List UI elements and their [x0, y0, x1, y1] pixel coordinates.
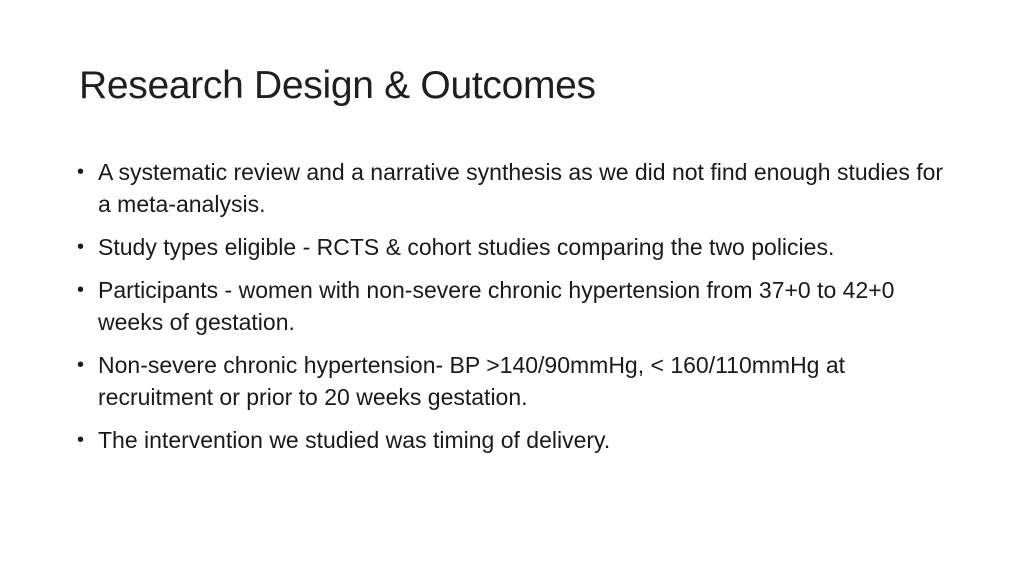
bullet-icon: • — [77, 354, 85, 376]
bullet-icon: • — [77, 429, 85, 451]
bullet-item-4 — [74, 349, 944, 413]
bullet-text: The intervention we studied was timing of delivery. — [98, 427, 611, 453]
bullet-text: Non-severe chronic hypertension- BP >140/90mmHg, < 160/110mmHg at recruitment or prior to 20 weeks gestation. — [98, 352, 846, 410]
bullet-icon: • — [77, 279, 85, 301]
bullet-item-5 — [74, 424, 944, 456]
bullet-icon: • — [77, 236, 85, 258]
bullet-icon: • — [77, 161, 85, 183]
bullet-item-3 — [74, 274, 944, 338]
bullet-text: Study types eligible - RCTS & cohort studies comparing the two policies. — [98, 234, 835, 260]
bullet-text: A systematic review and a narrative synthesis as we did not find enough studies for a meta-analysis. — [98, 159, 944, 217]
bullet-list — [74, 156, 944, 467]
bullet-item-2 — [74, 231, 944, 263]
slide-title: Research Design & Outcomes — [79, 64, 596, 107]
bullet-text: Participants - women with non-severe chronic hypertension from 37+0 to 42+0 weeks of gestation. — [98, 277, 895, 335]
bullet-item-1 — [74, 156, 944, 220]
